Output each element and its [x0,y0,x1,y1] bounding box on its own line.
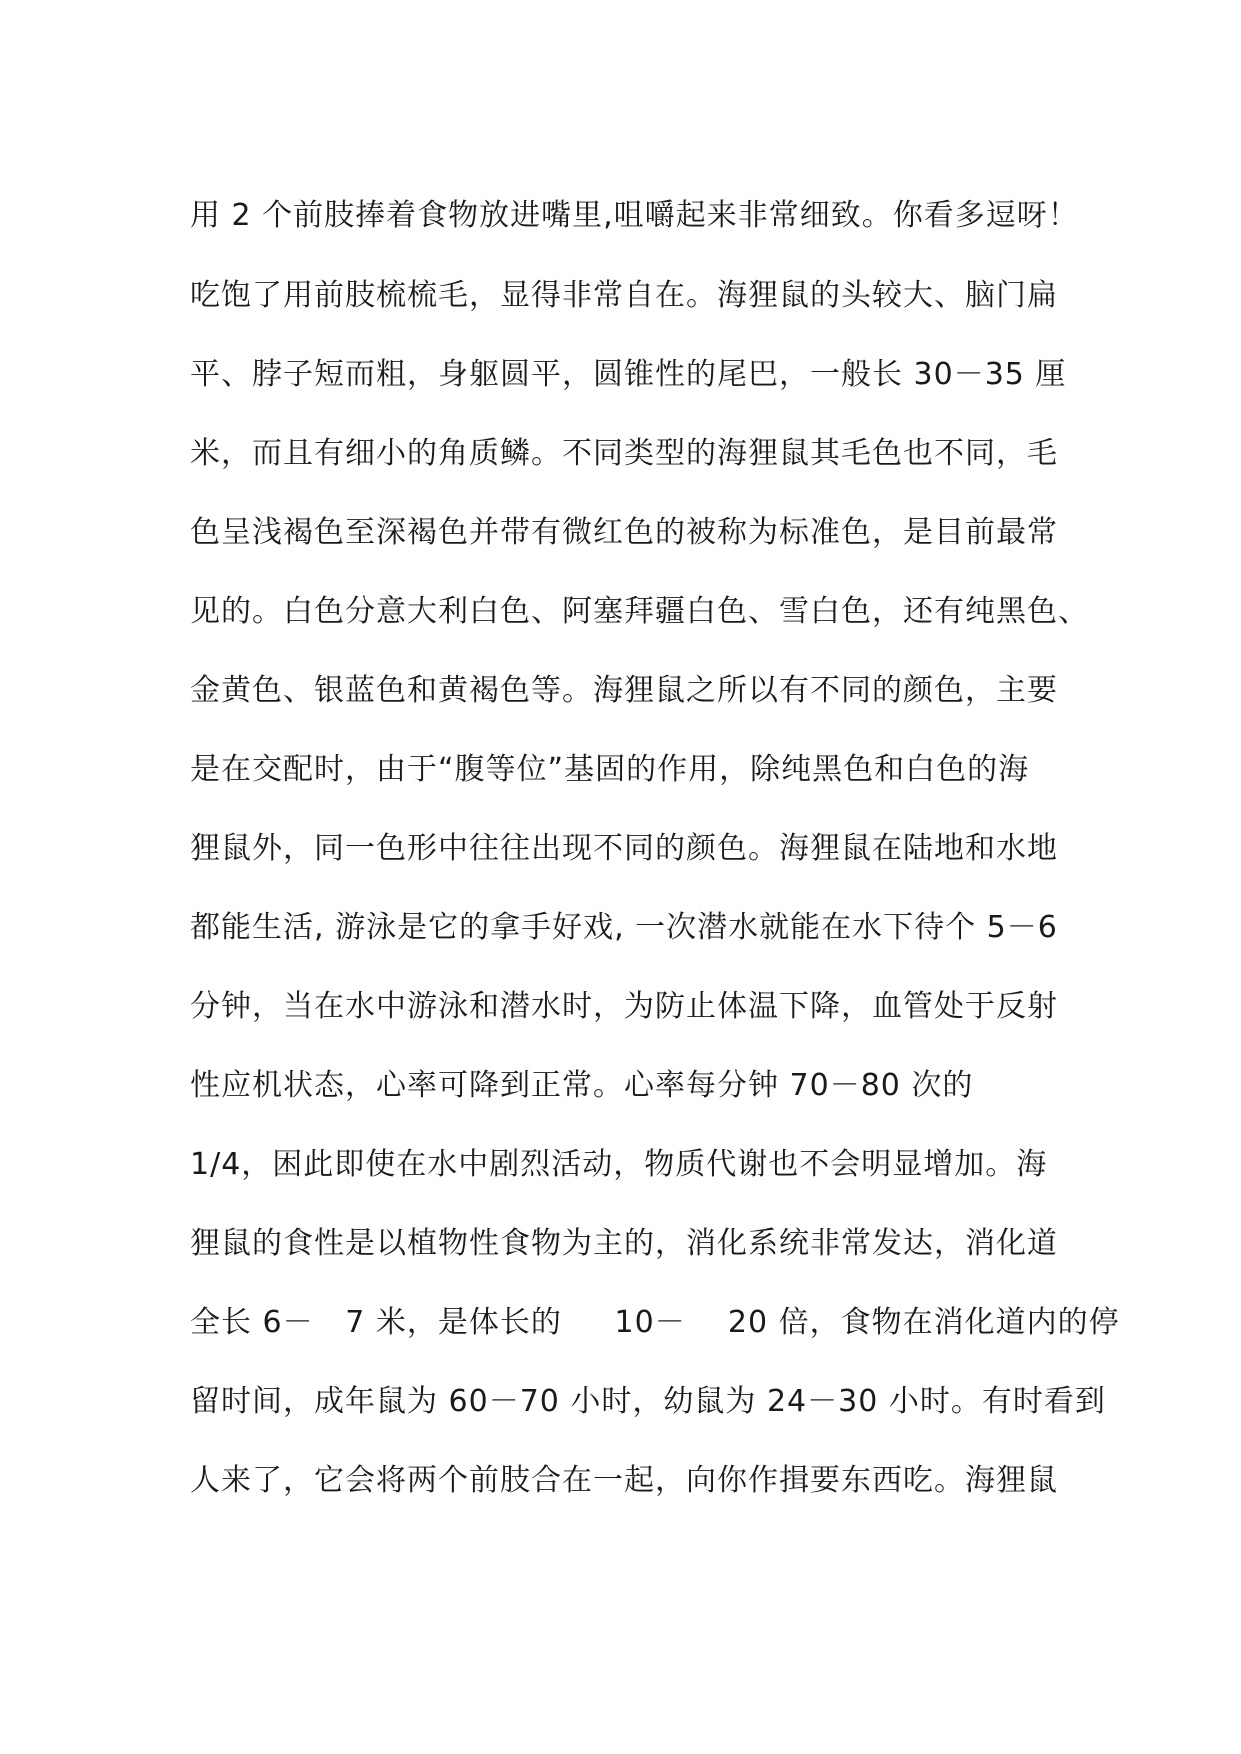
text-line: 全长 6－ 7 米，是体长的 10－ 20 倍，食物在消化道内的停 [190,1305,1120,1340]
text-line: 狸鼠外，同一色形中往往出现不同的颜色。海狸鼠在陆地和水地 [190,831,1058,866]
text-line: 用 2 个前肢捧着食物放进嘴里,咀嚼起来非常细致。你看多逗呀！ [190,198,1079,233]
text-line: 平、脖子短而粗，身躯圆平，圆锥性的尾巴，一般长 30－35 厘 [190,357,1067,392]
text-line: 吃饱了用前肢梳梳毛，显得非常自在。海狸鼠的头较大、脑门扁 [190,278,1058,313]
text-line: 人来了，它会将两个前肢合在一起，向你作揖要东西吃。海狸鼠 [190,1463,1058,1498]
text-line: 留时间，成年鼠为 60－70 小时，幼鼠为 24－30 小时。有时看到 [190,1384,1106,1419]
text-line: 米，而且有细小的角质鳞。不同类型的海狸鼠其毛色也不同，毛 [190,436,1058,471]
text-line: 是在交配时，由于“腹等位”基固的作用，除纯黑色和白色的海 [190,752,1030,787]
text-line: 色呈浅褐色至深褐色并带有微红色的被称为标准色，是目前最常 [190,515,1058,550]
text-line: 都能生活, 游泳是它的拿手好戏, 一次潜水就能在水下待个 5－6 [190,910,1058,945]
text-line: 见的。白色分意大利白色、阿塞拜疆白色、雪白色，还有纯黑色、 [190,594,1089,629]
text-line: 性应机状态，心率可降到正常。心率每分钟 70－80 次的 [190,1068,974,1103]
text-line: 金黄色、银蓝色和黄褐色等。海狸鼠之所以有不同的颜色，主要 [190,673,1058,708]
text-line: 狸鼠的食性是以植物性食物为主的，消化系统非常发达，消化道 [190,1226,1058,1261]
text-line: 分钟，当在水中游泳和潜水时，为防止体温下降，血管处于反射 [190,989,1058,1024]
text-line: 1/4，困此即使在水中剧烈活动，物质代谢也不会明显增加。海 [190,1147,1048,1182]
